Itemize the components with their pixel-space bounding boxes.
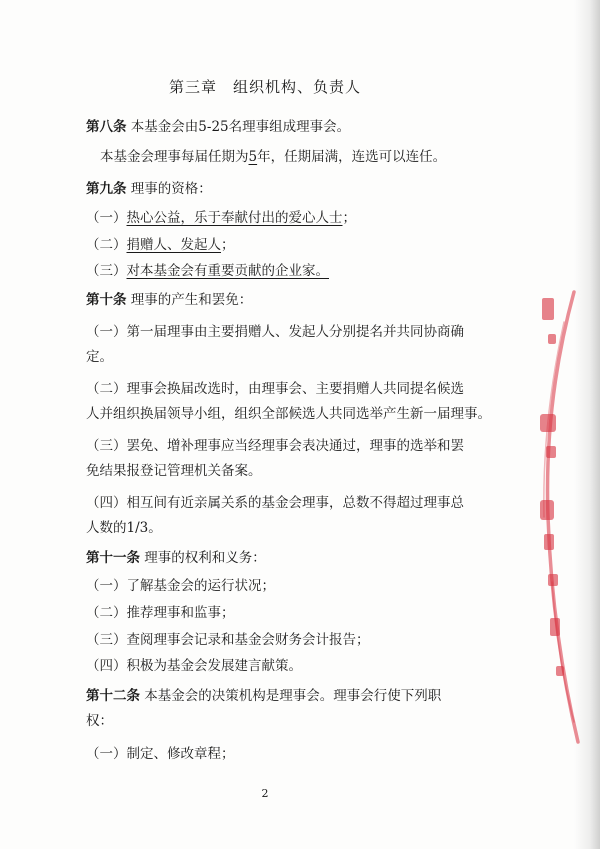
chapter-title: 第三章 组织机构、负责人 [168, 78, 361, 96]
article-10-para-2a: （二）理事会换届改选时，由理事会、主要捐赠人共同提名候选 [86, 381, 464, 397]
article-9-line [86, 180, 506, 198]
page-number: 2 [261, 787, 269, 800]
article-11-item: （一）了解基金会的运行状况； [86, 578, 275, 594]
red-seal-stamp [534, 282, 600, 752]
article-9-item [86, 262, 506, 280]
article-12-body: 本基金会的决策机构是理事会。理事会行使下列职 [144, 688, 442, 704]
item-text: 对本基金会有重要贡献的企业家。 [126, 263, 329, 279]
item-number: （二） [86, 237, 127, 253]
article-9-item [86, 209, 506, 227]
article-10-para-1b: 定。 [86, 349, 113, 365]
article-10-heading: 第十条 [86, 292, 127, 308]
article-8-term-pre: 本基金会理事每届任期为 [100, 149, 249, 165]
item-end: ； [342, 210, 356, 226]
article-10-para-4a: （四）相互间有近亲属关系的基金会理事，总数不得超过理事总 [86, 495, 464, 511]
article-10-para-1a: （一）第一届理事由主要捐赠人、发起人分别提名并共同协商确 [86, 324, 464, 340]
item-end: ； [221, 237, 235, 253]
article-10-para-4b: 人数的1/3。 [86, 520, 162, 536]
item-number: （三） [86, 263, 127, 279]
article-8-line [86, 118, 506, 136]
article-10-para-3b: 免结果报登记管理机关备案。 [86, 463, 262, 479]
article-11-item: （二）推荐理事和监事； [86, 605, 235, 621]
article-11-line [86, 549, 506, 567]
article-9-item [86, 236, 506, 254]
article-11-item: （三）查阅理事会记录和基金会财务会计报告； [86, 632, 370, 648]
article-12-item: （一）制定、修改章程； [86, 746, 235, 762]
article-11-item: （四）积极为基金会发展建言献策。 [86, 658, 302, 674]
item-text: 捐赠人、发起人 [126, 237, 221, 253]
item-number: （一） [86, 210, 127, 226]
article-12-body-cont: 权： [86, 713, 113, 729]
article-11-heading: 第十一条 [86, 550, 140, 566]
article-9-heading: 第九条 [86, 181, 127, 197]
article-8-term-line [86, 148, 520, 166]
item-text: 热心公益，乐于奉献付出的爱心人士 [126, 210, 343, 226]
article-10-para-3a: （三）罢免、增补理事应当经理事会表决通过，理事的选举和罢 [86, 438, 464, 454]
article-8-body: 本基金会由5-25名理事组成理事会。 [130, 119, 351, 135]
article-8-term-post: 年，任期届满，连选可以连任。 [257, 149, 447, 165]
article-10-para-2b: 人并组织换届领导小组，组织全部候选人共同选举产生新一届理事。 [86, 406, 491, 422]
article-12-heading: 第十二条 [86, 688, 140, 704]
article-8-heading: 第八条 [86, 119, 127, 135]
article-8-term-number: 5 [248, 149, 258, 165]
article-10-line [86, 291, 506, 309]
article-11-body: 理事的权利和义务： [144, 550, 266, 566]
article-12-line [86, 687, 506, 705]
article-10-body: 理事的产生和罢免： [130, 292, 253, 308]
article-9-body: 理事的资格： [130, 181, 212, 197]
